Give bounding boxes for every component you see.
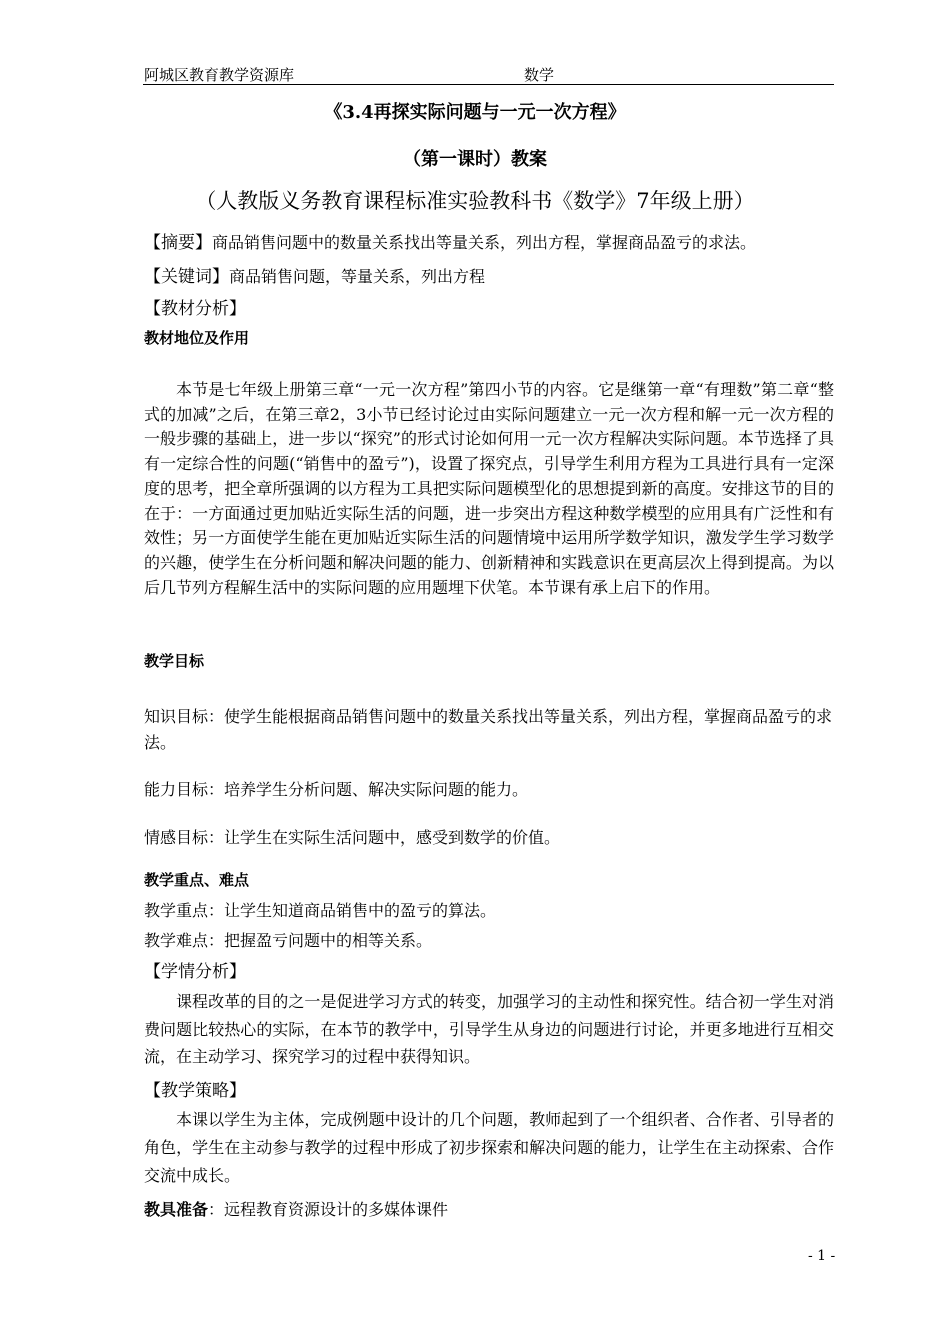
tools-text: ：远程教育资源设计的多媒体课件 [208,1200,449,1219]
textbook-paragraph: 本节是七年级上册第三章“一元一次方程”第四小节的内容。它是继第一章“有理数”第二章“整式的加减”之后，在第三章2，3小节已经讨论过由实际问题建立一元一次方程和解一元一次方程的一般步骤的基础上，进一步以“探究”的形式讨论如何用一元一次方程解决实际问题。本节选择了具有一定综合性的问题(“销售中的盈亏”)，设置了探究点，引导学生利用方程为工具进行具有一定深度的思考，把全章所强调的以方程为工具把实际问题模型化的思想提到新的高度。安排这节的目的在于：一方面通过更加贴近实际生活的问题，进一步突出方程这种数学模型的应用具有广泛性和有效性；另一方面使学生能在更加贴近实际生活的问题情境中运用所学数学知识，激发学生学习数学的兴趣，使学生在分析问题和解决问题的能力、创新精神和实践意识在更高层次上得到提高。为以后几节列方程解生活中的实际问题的应用题埋下伏笔。本节课有承上启下的作用。 [144,380,834,597]
key-points-heading: 教学重点、难点 [144,871,250,889]
textbook-analysis-heading: 【教材分析】 [144,299,246,319]
tools-label: 教具准备 [144,1200,209,1219]
header-left: 阿城区教育教学资源库 [144,66,295,84]
goal-emotion: 情感目标：让学生在实际生活问题中，感受到数学的价值。 [144,828,561,847]
key-difficulty: 教学难点：把握盈亏问题中的相等关系。 [144,931,433,950]
textbook-subheading: 教材地位及作用 [144,329,250,347]
learner-paragraph: 课程改革的目的之一是促进学习方式的转变，加强学习的主动性和探究性。结合初一学生对消费问题比较热心的实际，在本节的教学中，引导学生从身边的问题进行讨论，并更多地进行互相交流，在主动学习、探究学习的过程中获得知识。 [144,992,834,1066]
goal-knowledge: 知识目标：使学生能根据商品销售问题中的数量关系找出等量关系，列出方程，掌握商品盈亏的求法。 [144,707,833,752]
learner-analysis-heading: 【学情分析】 [144,962,246,982]
strategy-heading: 【教学策略】 [144,1081,246,1101]
tools [144,1197,448,1220]
header-center: 数学 [524,66,555,84]
page-subtitle: （第一课时）教案 [403,149,547,170]
keywords-text: 商品销售问题，等量关系，列出方程 [229,267,486,286]
edition-line: （人教版义务教育课程标准实验教科书《数学》7年级上册） [195,189,755,213]
keywords-label: 【关键词】 [144,267,229,287]
key-focus: 教学重点：让学生知道商品销售中的盈亏的算法。 [144,901,497,920]
header-rule [143,84,834,85]
strategy-paragraph: 本课以学生为主体，完成例题中设计的几个问题，教师起到了一个组织者、合作者、引导者的角色，学生在主动参与教学的过程中形成了初步探索和解决问题的能力，让学生在主动探索、合作交流中成长。 [144,1110,834,1185]
abstract-text: 商品销售问题中的数量关系找出等量关系，列出方程，掌握商品盈亏的求法。 [212,233,757,252]
keywords [144,262,485,287]
abstract-label: 【摘要】 [144,233,212,253]
abstract [144,228,756,253]
goal-ability: 能力目标：培养学生分析问题、解决实际问题的能力。 [144,780,529,799]
page-title: 《3.4再探实际问题与一元一次方程》 [324,102,626,123]
page-number: - 1 - [808,1248,836,1264]
goals-heading: 教学目标 [144,652,205,670]
